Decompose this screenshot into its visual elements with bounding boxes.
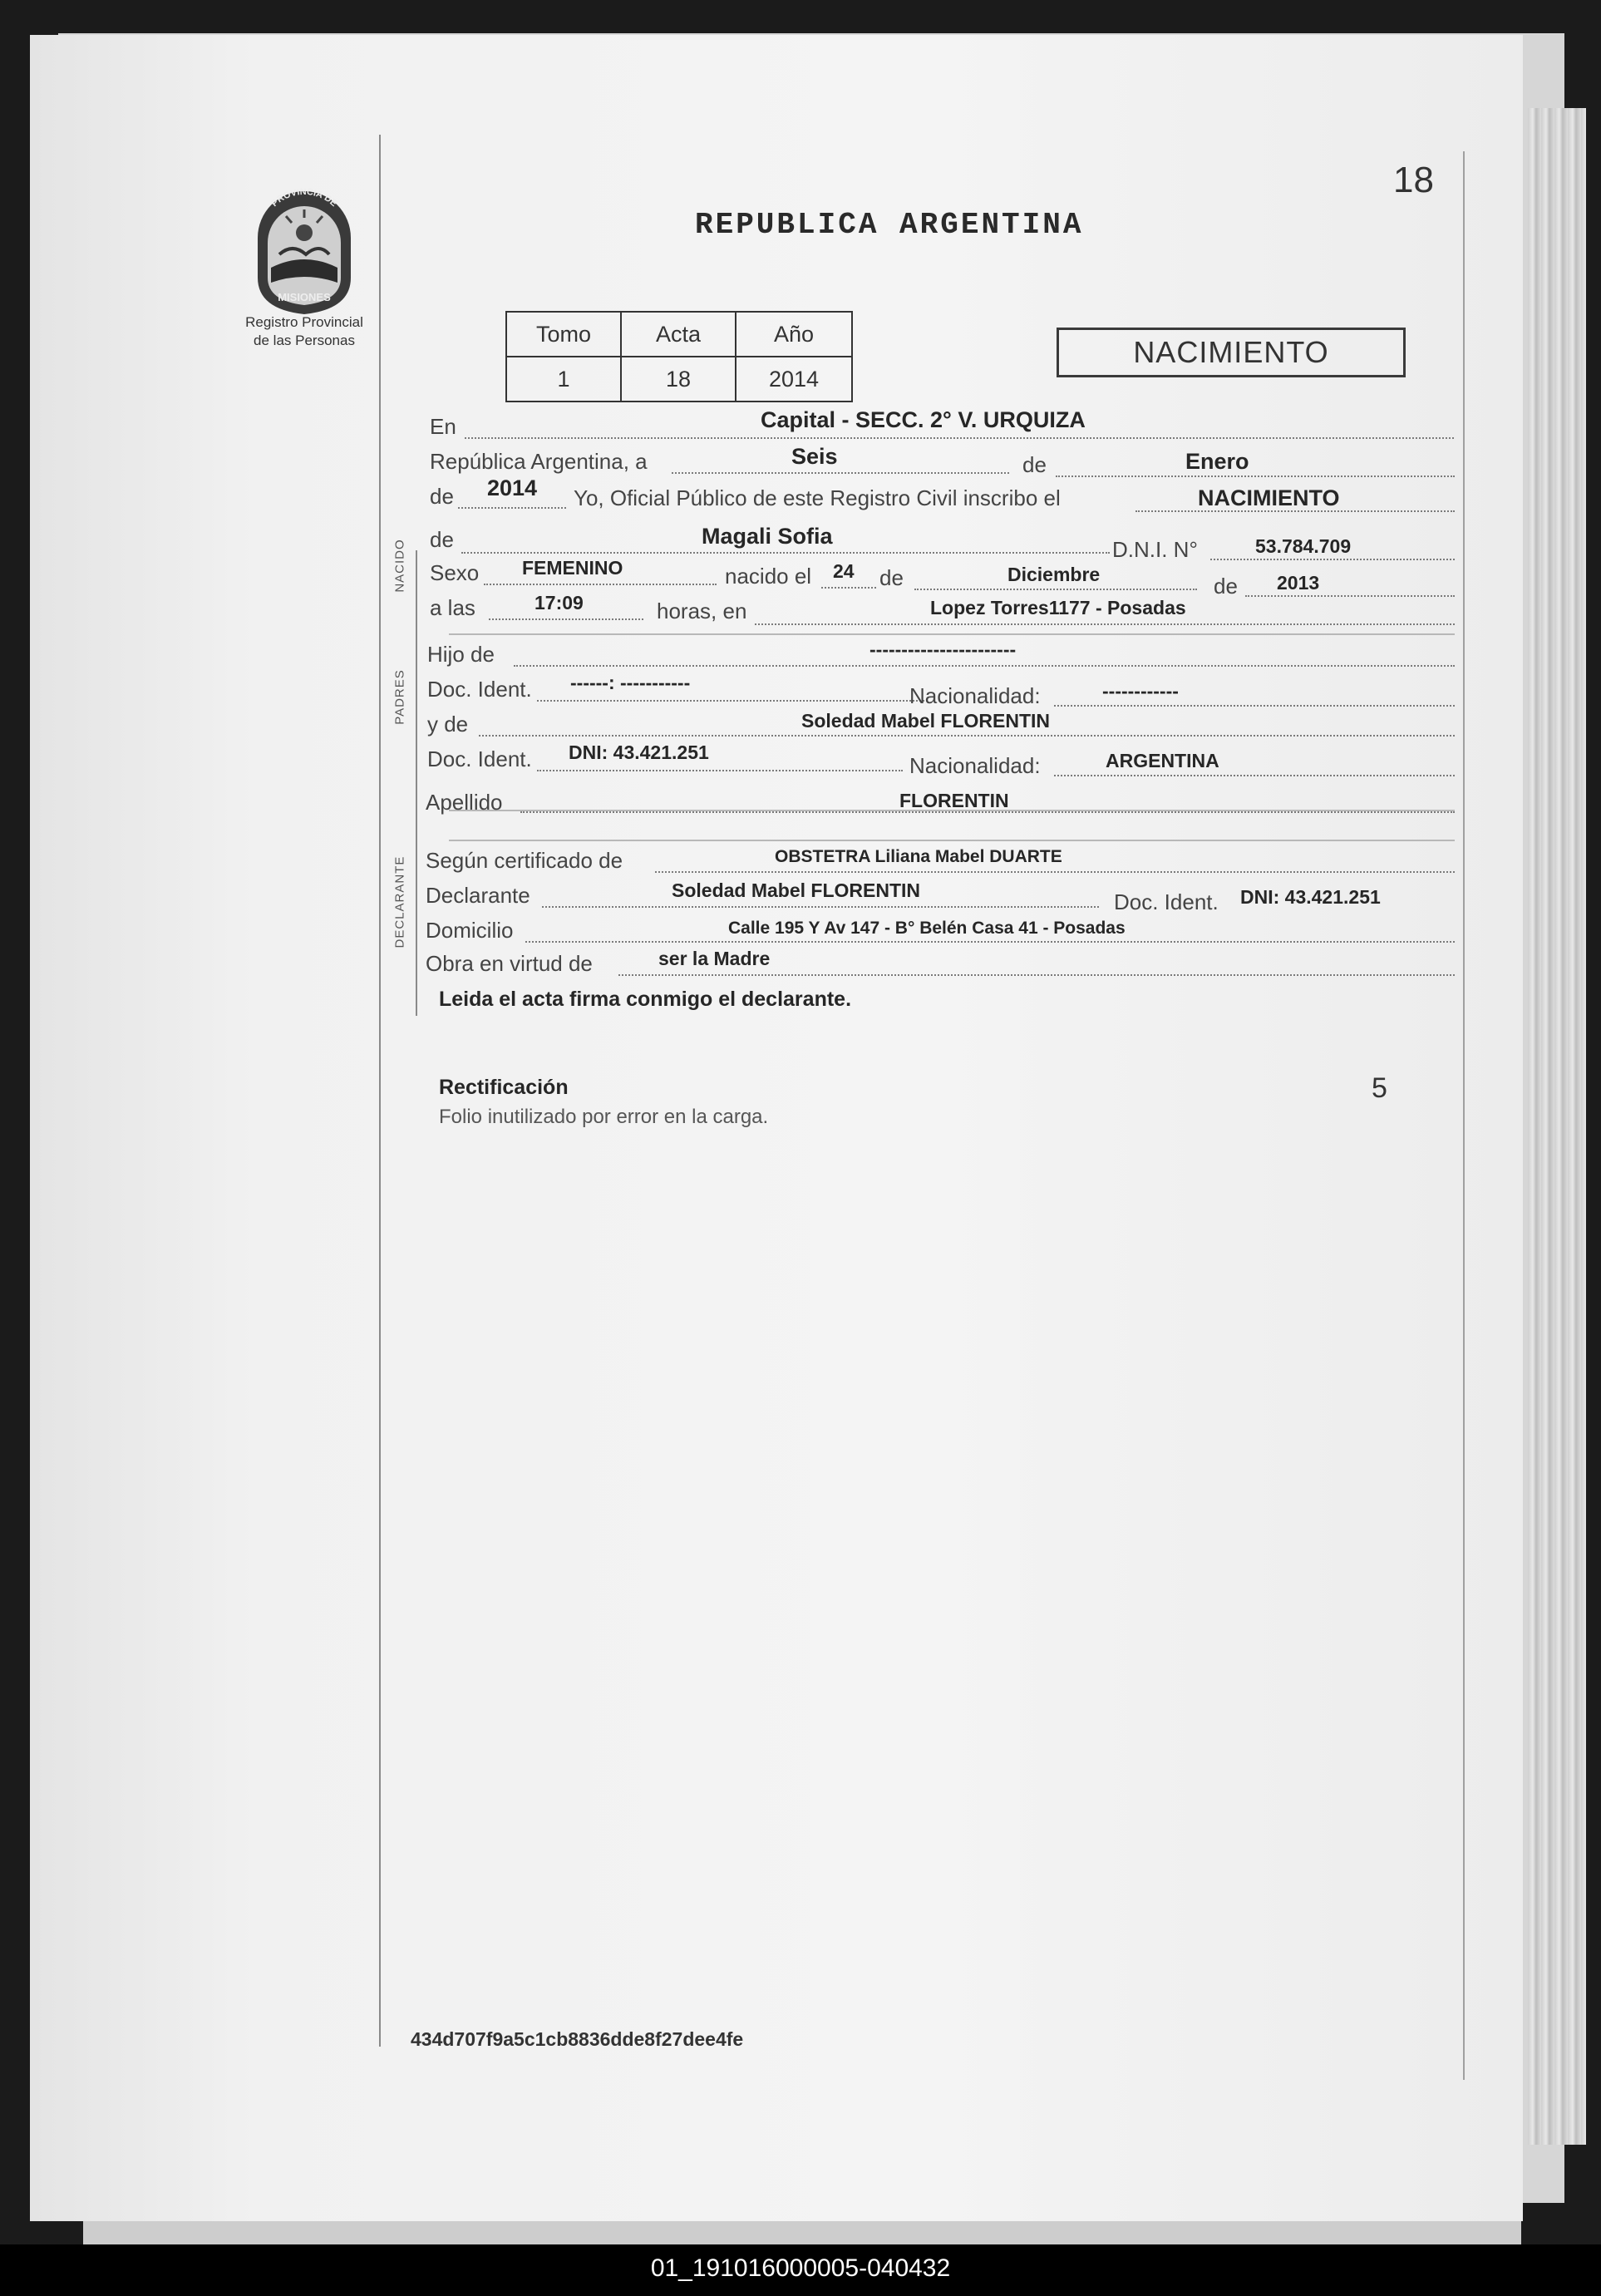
label-de-anio: de <box>430 484 454 509</box>
section-label-nacido: NACIDO <box>392 539 407 593</box>
dotline <box>1210 559 1455 560</box>
footer-filename: 01_191016000005-040432 <box>650 2254 951 2282</box>
margin-line <box>379 135 381 2047</box>
label-nacionalidad-padre: Nacionalidad: <box>909 683 1041 708</box>
value-obra: ser la Madre <box>658 948 771 969</box>
label-nacionalidad-madre: Nacionalidad: <box>909 753 1041 778</box>
dotline <box>458 507 566 509</box>
section-label-declarante: DECLARANTE <box>392 855 407 948</box>
value-apellido: FLORENTIN <box>899 790 1009 811</box>
dotline <box>461 552 1110 554</box>
value-certificado: OBSTETRA Liliana Mabel DUARTE <box>775 847 1062 866</box>
value-dia: Seis <box>791 444 838 469</box>
label-de-nombre: de <box>430 527 454 552</box>
value-padre: ----------------------- <box>869 638 1017 660</box>
document-page <box>30 35 1523 2221</box>
value-mes: Enero <box>1185 449 1249 474</box>
right-border-line <box>1463 151 1465 2080</box>
label-de-anio-nac: de <box>1214 574 1238 599</box>
dotline <box>1054 775 1455 776</box>
closing-text: Leida el acta firma conmigo el declarante. <box>439 988 852 1011</box>
value-doc-padre: ------: ----------- <box>570 672 691 693</box>
value-nac-mes: Diciembre <box>1007 564 1101 585</box>
dotline <box>537 770 903 771</box>
label-republica: República Argentina, a <box>430 449 648 474</box>
dotline <box>1245 595 1455 597</box>
dotline <box>618 974 1455 976</box>
coat-of-arms-icon <box>246 185 362 318</box>
dotline <box>914 589 1197 590</box>
value-anio-registro: 2014 <box>487 475 538 500</box>
rectificacion-text: Folio inutilizado por error en la carga. <box>439 1106 769 1128</box>
value-doc-madre: DNI: 43.421.251 <box>569 742 709 763</box>
value-domicilio: Calle 195 Y Av 147 - B° Belén Casa 41 - Posadas <box>728 919 1126 938</box>
section-line <box>416 550 417 1016</box>
value-declarante: Soledad Mabel FLORENTIN <box>672 879 921 901</box>
divider-padres <box>449 633 1455 635</box>
label-obra: Obra en virtud de <box>426 951 593 976</box>
rectificacion-title: Rectificación <box>439 1076 569 1099</box>
header-anio: Año <box>736 312 852 357</box>
logo-caption-2: de las Personas <box>254 333 355 348</box>
act-type-box: NACIMIENTO <box>1057 328 1406 377</box>
label-horas-en: horas, en <box>657 599 747 623</box>
label-en: En <box>430 414 456 439</box>
value-nac-anio: 2013 <box>1277 572 1320 594</box>
label-de: de <box>1022 452 1047 477</box>
label-oficial: Yo, Oficial Público de este Registro Civil inscribo el <box>574 485 1061 510</box>
header-acta: Acta <box>621 312 736 357</box>
label-doc-declarante: Doc. Ident. <box>1114 889 1219 914</box>
document-title: REPUBLICA ARGENTINA <box>695 208 1084 242</box>
reference-table <box>505 311 853 402</box>
stacked-pages-edge <box>1528 108 1586 2145</box>
dotline <box>755 623 1455 625</box>
label-doc-padre: Doc. Ident. <box>427 677 532 702</box>
dotline <box>484 584 717 585</box>
label-declarante: Declarante <box>426 883 530 908</box>
section-label-padres: PADRES <box>392 669 407 725</box>
label-a-las: a las <box>430 595 475 620</box>
document-hash: 434d707f9a5c1cb8836dde8f27dee4fe <box>411 2028 744 2050</box>
dotline <box>514 665 1455 667</box>
value-hora: 17:09 <box>534 592 584 613</box>
logo-bottom-text: MISIONES <box>278 291 331 303</box>
value-madre: Soledad Mabel FLORENTIN <box>801 710 1051 732</box>
value-inscribo: NACIMIENTO <box>1198 485 1340 510</box>
label-dni: D.N.I. N° <box>1112 537 1198 562</box>
value-nac-dia: 24 <box>833 560 855 582</box>
label-y-de: y de <box>427 712 469 737</box>
value-lugar-registro: Capital - SECC. 2° V. URQUIZA <box>761 407 1086 432</box>
dotline <box>479 735 1455 737</box>
dotline <box>655 871 1455 873</box>
logo-caption-1: Registro Provincial <box>245 314 363 330</box>
svg-text:PROVINCIA DE: PROVINCIA DE <box>269 186 339 209</box>
dotline <box>542 906 1099 908</box>
value-sexo: FEMENINO <box>522 557 623 579</box>
divider-declarante <box>449 840 1455 841</box>
value-nacionalidad-madre: ARGENTINA <box>1106 750 1219 771</box>
dotline <box>525 941 1455 943</box>
value-nombre: Magali Sofia <box>702 524 833 549</box>
dotline <box>1054 705 1455 707</box>
header-tomo: Tomo <box>506 312 621 357</box>
dotline <box>1056 475 1455 477</box>
label-domicilio: Domicilio <box>426 918 514 943</box>
dotline <box>465 437 1454 439</box>
value-dni: 53.784.709 <box>1255 535 1352 557</box>
value-tomo: 1 <box>506 357 621 402</box>
label-de-mes: de <box>879 565 904 590</box>
dotline <box>672 472 1009 474</box>
label-certificado: Según certificado de <box>426 848 623 873</box>
label-hijo-de: Hijo de <box>427 642 495 667</box>
dotline <box>537 700 928 702</box>
value-nacionalidad-padre: ------------ <box>1102 680 1179 702</box>
value-doc-declarante: DNI: 43.421.251 <box>1240 886 1381 908</box>
label-doc-madre: Doc. Ident. <box>427 746 532 771</box>
dotline <box>821 587 876 589</box>
dotline <box>1135 510 1455 512</box>
value-acta: 18 <box>621 357 736 402</box>
label-sexo: Sexo <box>430 560 480 585</box>
label-apellido: Apellido <box>426 790 503 815</box>
dotline <box>489 618 643 620</box>
value-lugar-nacimiento: Lopez Torres1177 - Posadas <box>930 597 1186 618</box>
page-number: 18 <box>1393 160 1434 200</box>
value-anio: 2014 <box>736 357 852 402</box>
label-nacido-el: nacido el <box>725 564 812 589</box>
dotline <box>520 811 1455 813</box>
rectificacion-number: 5 <box>1372 1072 1387 1104</box>
